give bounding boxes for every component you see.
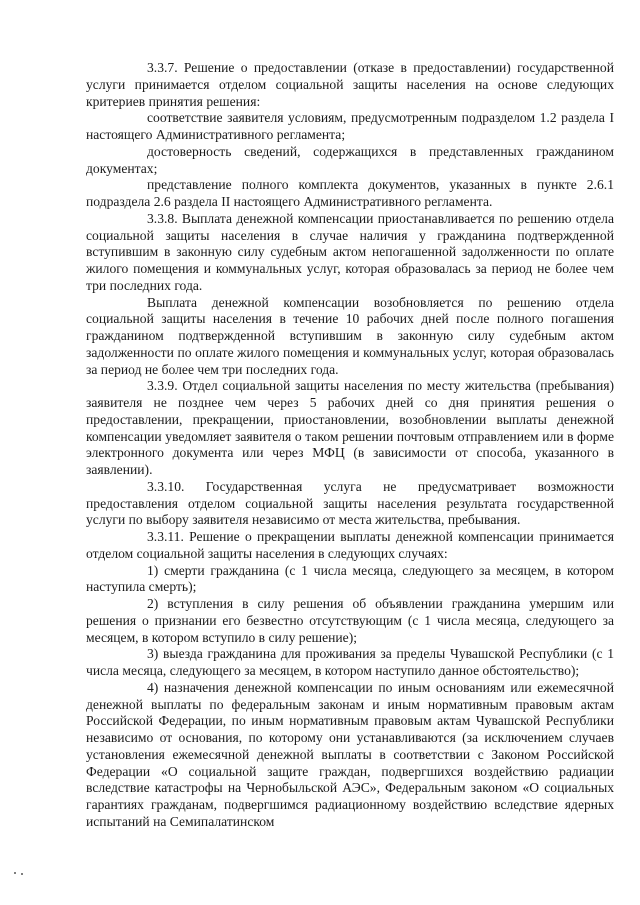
criterion-reliability: достоверность сведений, содержащихся в представленных гражданином документах; [86,143,614,176]
paragraph-3-3-11: 3.3.11. Решение о прекращении выплаты денежной компенсации принимается отделом социальной защиты населения в следующих случаях: [86,529,614,561]
paragraph-3-3-8: 3.3.8. Выплата денежной компенсации приостанавливается по решению отдела социальной защиты населения в случае наличия у гражданина подтвержденной вступившим в законную силу судебным актом непогашенной задолженности по оплате жилого помещения и коммунальных услуг, которая образовалась за период не более чем три последних года. [86,210,614,293]
paragraph-resumption: Выплата денежной компенсации возобновляется по решению отдела социальной защиты населения в течение 10 рабочих дней после полного погашения гражданином подтвержденной вступившим в законную силу судебным актом задолженности по оплате жилого помещения и коммунальных услуг, которая образовалась за период не более чем три последних года. [86,294,614,377]
list-item-3: 3) выезда гражданина для проживания за пределы Чувашской Республики (с 1 числа месяца, следующего за месяцем, в котором наступило данное обстоятельство); [86,646,614,678]
list-item-1: 1) смерти гражданина (с 1 числа месяца, следующего за месяцем, в котором наступила смерть); [86,562,614,595]
list-item-2: 2) вступления в силу решения об объявлении гражданина умершим или решения о признании его безвестно отсутствующим (с 1 числа месяца, следующего за месяцем, в котором вступило в силу решение); [86,596,614,645]
criterion-conditions: соответствие заявителя условиям, предусмотренным подразделом 1.2 раздела I настоящего Административного регламента; [86,110,614,142]
list-item-4: 4) назначения денежной компенсации по иным основаниям или ежемесячной денежной выплаты по федеральным законам и иным нормативным правовым актам Российской Федерации, по иным нормативным правовым актам Чувашской Республики независимо от основания, по которому они устанавливаются (за исключением случаев установления ежемесячной денежной выплаты в соответствии с Законом Российской Федерации «О социальной защите граждан, подвергшихся воздействию радиации вследствие катастрофы на Чернобыльской АЭС», Федеральным законом «О социальных гарантиях гражданам, подвергшимся радиационному воздействию вследствие ядерных испытаний на Семипалатинском [86,679,614,829]
criterion-completeness: представление полного комплекта документов, указанных в пункте 2.6.1 подраздела 2.6 раздела II настоящего Административного регламента. [86,177,614,209]
scan-artifact [14,871,24,875]
paragraph-3-3-10: 3.3.10. Государственная услуга не предусматривает возможности предоставления отделом социальной защиты населения результата государственной услуги по выбору заявителя независимо от места жительства, пребывания. [86,478,614,528]
paragraph-3-3-9: 3.3.9. Отдел социальной защиты населения по месту жительства (пребывания) заявителя не позднее чем через 5 рабочих дней со дня принятия решения о предоставлении, прекращении, приостановлении, возобновлении выплаты денежной компенсации уведомляет заявителя о таком решении почтовым отправлением или в форме электронного документа или через МФЦ (в зависимости от способа, указанного в заявлении). [86,378,614,477]
document-page [86,60,614,831]
paragraph-3-3-7: 3.3.7. Решение о предоставлении (отказе в предоставлении) государственной услуги принимается отделом социальной защиты населения на основе следующих критериев принятия решения: [86,60,614,109]
